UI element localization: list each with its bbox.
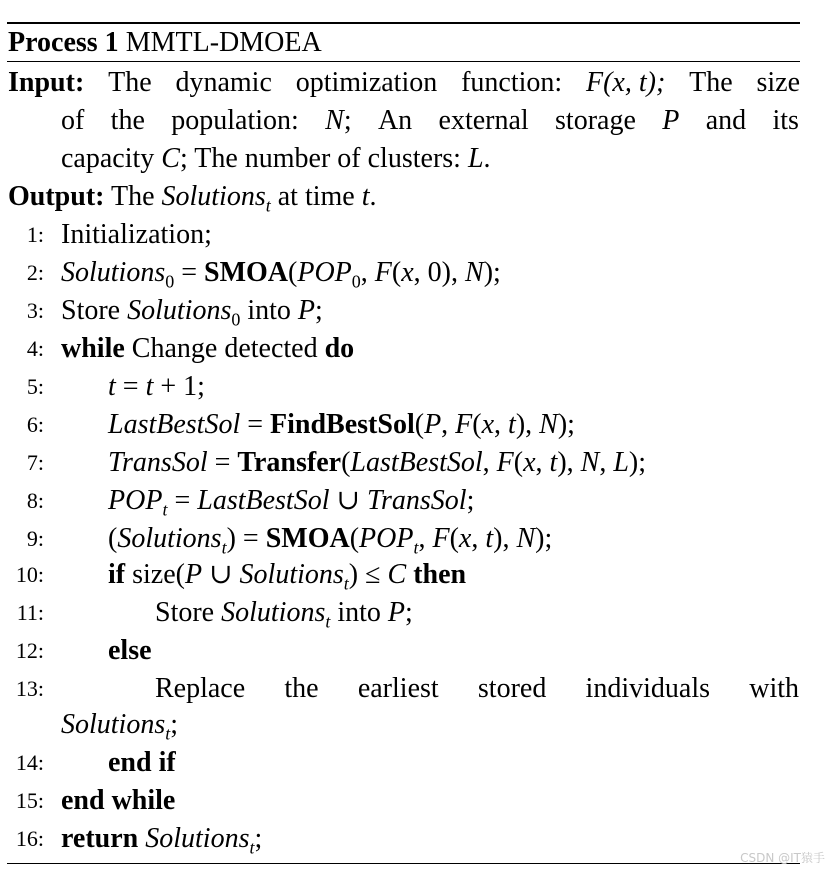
word: stored <box>477 673 547 704</box>
word: The <box>689 67 733 98</box>
watermark: CSDN @IT猿手 <box>740 851 825 865</box>
step-9: (Solutions$_t$) = $SMOA(POP_t$, F(x, t), N); <box>108 523 553 558</box>
step-number: 10: <box>15 562 44 587</box>
step-2: Solutions$_0$ = $SMOA(POP_0$, F(x, 0), N); <box>61 257 501 292</box>
input-line-1 <box>8 64 800 102</box>
step-4: while Change detected do <box>61 333 355 364</box>
header-rule <box>7 61 800 62</box>
word: population: <box>171 105 299 136</box>
step-3: Store Solutions$_0$ into P; <box>61 295 323 330</box>
word: The <box>108 67 152 98</box>
word: optimization <box>295 67 438 98</box>
step-13-line-2: Solutions$_t$; <box>61 709 179 744</box>
keyword-do: do <box>324 333 355 364</box>
step-number: 4: <box>26 336 44 361</box>
step-number: 9: <box>26 526 44 551</box>
word: the <box>110 105 145 136</box>
math-F: F(x, t); <box>585 67 666 98</box>
word: external <box>438 105 529 136</box>
step-number: 15: <box>15 788 44 813</box>
step-number: 7: <box>26 450 44 475</box>
step-6: LastBestSol = FindBestSol(P, F(x, t), N); <box>108 409 575 440</box>
step-7: TransSol = Transfer(LastBestSol, F(x, t), N, L); <box>108 447 647 478</box>
input-label: Input: <box>8 67 85 98</box>
output-label: Output: <box>8 181 105 212</box>
step-number: 16: <box>15 826 44 851</box>
input-line-3: capacity C; The number of clusters: L. <box>61 143 491 174</box>
step-number: 5: <box>26 374 44 399</box>
input-line-2 <box>61 102 799 140</box>
word: An <box>377 105 413 136</box>
step-number: 11: <box>16 600 44 625</box>
step-8: $POP_t$ = LastBestSol ∪ TransSol; <box>108 485 475 520</box>
word: storage <box>555 105 636 136</box>
step-16: return Solutions$_t$; <box>61 823 263 858</box>
step-number: 12: <box>15 638 44 663</box>
algorithm-label: Process 1 <box>8 27 119 58</box>
step-5: t = t + 1; <box>108 371 205 402</box>
step-14: end if <box>108 747 176 778</box>
step-number: 14: <box>15 750 44 775</box>
step-number: 1: <box>26 222 44 247</box>
word: of <box>61 105 85 136</box>
step-number: 8: <box>26 488 44 513</box>
word: function: <box>461 67 563 98</box>
word: dynamic <box>175 67 272 98</box>
word: individuals <box>585 673 710 704</box>
word: size <box>756 67 800 98</box>
word: Replace <box>155 673 246 704</box>
word: its <box>772 105 799 136</box>
output-line: Output: The Solutions$_t$ at time t. <box>8 181 377 216</box>
math-N: N; <box>325 105 352 136</box>
step-number: 13: <box>15 676 44 701</box>
keyword-return: return <box>61 823 139 854</box>
step-12: else <box>108 635 152 666</box>
step-10: if size(P ∪ Solutions$_t$) ≤ C then <box>108 559 467 594</box>
bottom-rule <box>7 863 800 864</box>
keyword-while: while <box>61 333 125 364</box>
word: earliest <box>357 673 439 704</box>
keyword-if: if <box>108 559 126 590</box>
step-15: end while <box>61 785 176 816</box>
step-11: Store Solutions$_t$ into P; <box>155 597 413 632</box>
word: with <box>749 673 799 704</box>
algorithm-title <box>8 24 322 62</box>
step-1: Initialization; <box>61 219 212 250</box>
word: and <box>705 105 747 136</box>
step-number: 3: <box>26 298 44 323</box>
keyword-then: then <box>413 559 467 590</box>
step-number: 6: <box>26 412 44 437</box>
algorithm-name: MMTL-DMOEA <box>125 27 322 58</box>
step-number: 2: <box>26 260 44 285</box>
step-13-line-1 <box>155 670 799 708</box>
word: the <box>284 673 319 704</box>
math-P: P <box>662 105 680 136</box>
